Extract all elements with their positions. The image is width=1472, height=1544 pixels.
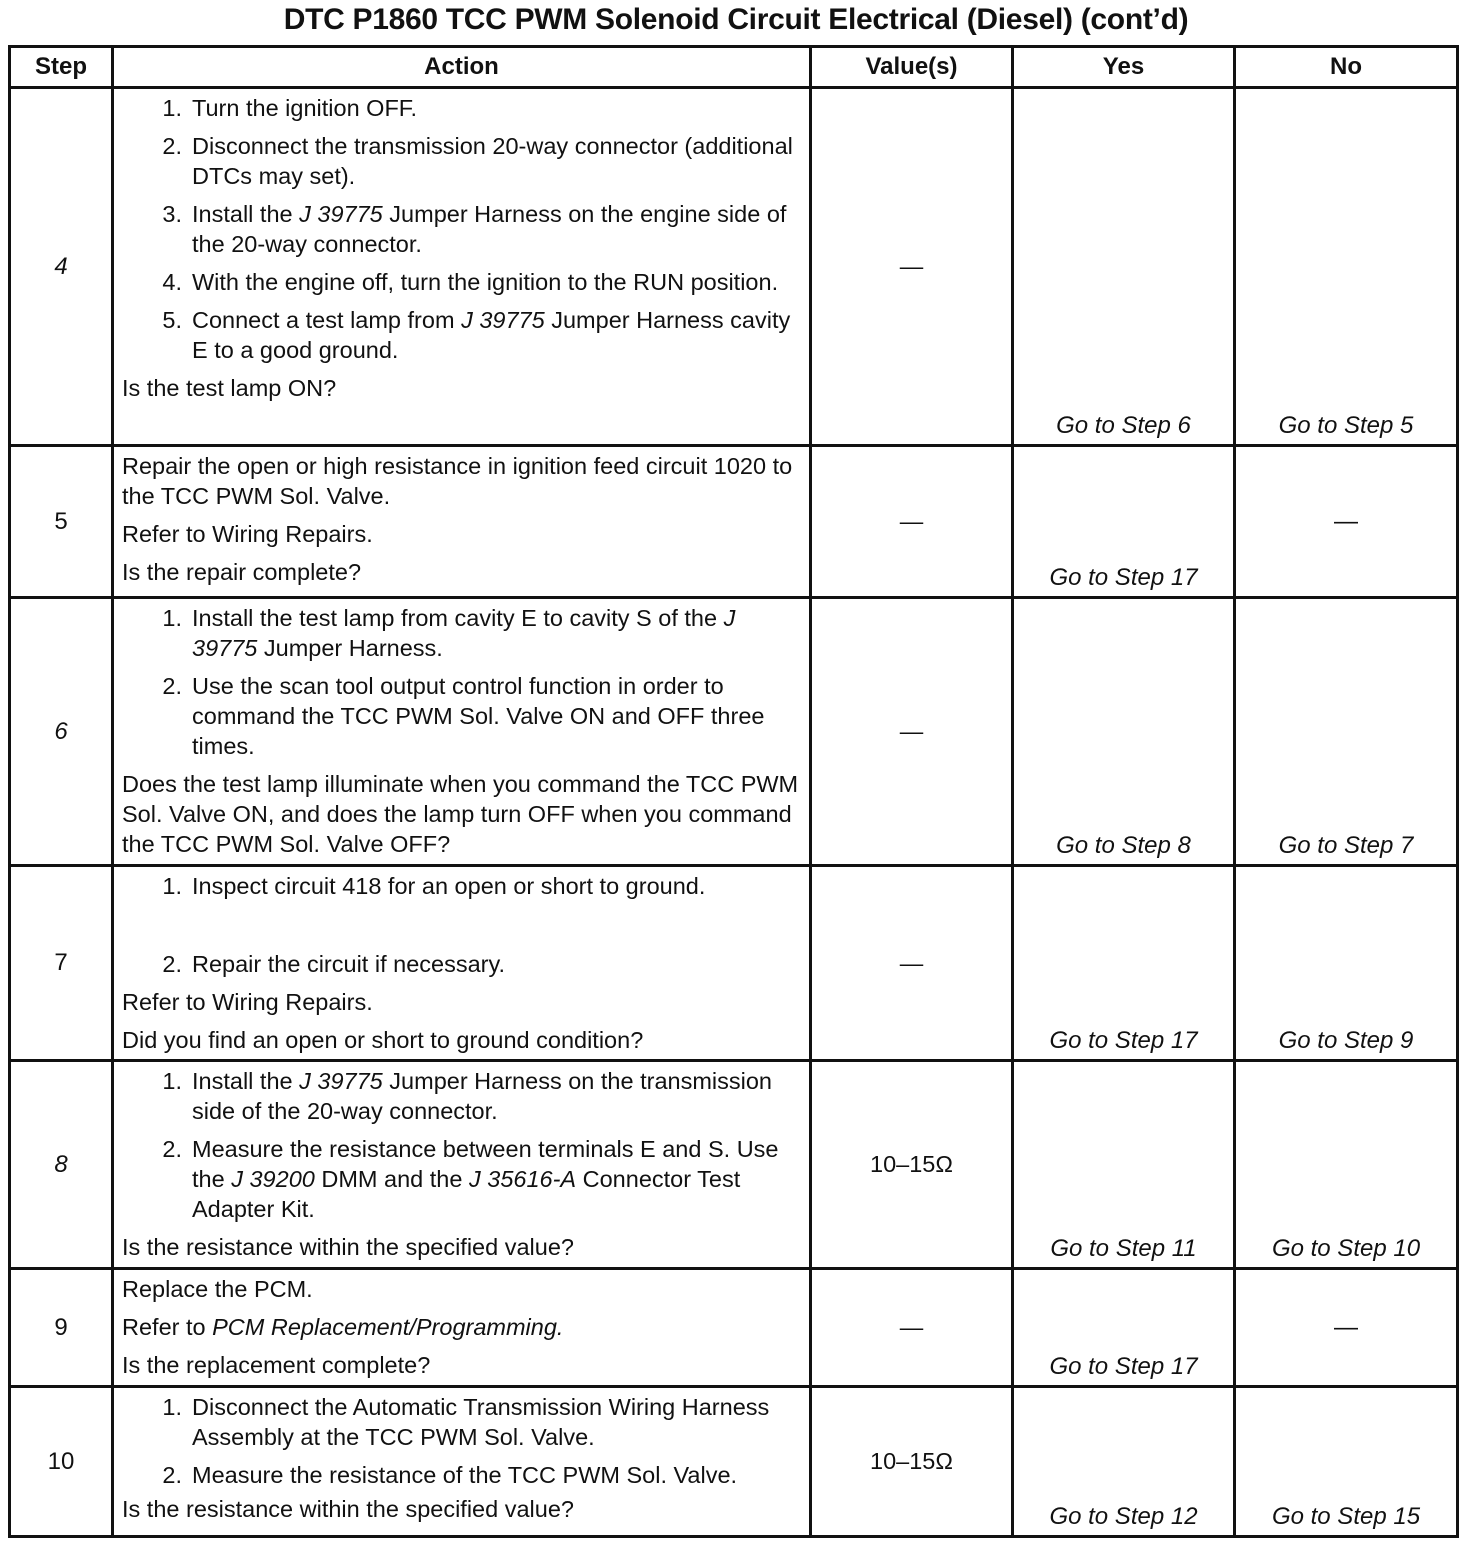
action-item: 1. Turn the ignition OFF. <box>162 95 418 121</box>
action-item: 1. Install the test lamp from cavity E to cavity S of the J 39775 Jumper Harness. <box>162 605 736 661</box>
step-number: 5 <box>10 446 113 598</box>
table-row-step-6 <box>10 598 1458 866</box>
step-number: 6 <box>10 598 113 866</box>
action-item: 2. Measure the resistance between terminals E and S. Use the J 39200 DMM and the J 35616-A Connector Test Adapter Kit. <box>162 1136 779 1222</box>
col-header-yes: Yes <box>1013 47 1235 88</box>
page-title: DTC P1860 TCC PWM Solenoid Circuit Electrical (Diesel) (cont’d) <box>283 3 1189 36</box>
value-cell: 10–15Ω <box>811 1061 1013 1269</box>
no-cell: Go to Step 15 <box>1235 1387 1458 1537</box>
action-item: 2. Repair the circuit if necessary. <box>162 951 506 977</box>
action-item: 5. Connect a test lamp from J 39775 Jumper Harness cavity E to a good ground. <box>162 307 791 363</box>
table-row-step-9 <box>10 1269 1458 1387</box>
table-row-step-4 <box>10 88 1458 446</box>
question-text: Is the replacement complete? <box>122 1352 431 1378</box>
value-cell: — <box>811 598 1013 866</box>
step-number: 7 <box>10 866 113 1061</box>
table-row-step-8 <box>10 1061 1458 1269</box>
question-text: Is the repair complete? <box>122 559 362 585</box>
action-item: 3. Install the J 39775 Jumper Harness on the engine side of the 20-way connector. <box>162 201 787 257</box>
action-item: 1. Inspect circuit 418 for an open or short to ground. <box>162 873 706 899</box>
value-cell: — <box>811 446 1013 598</box>
table-row-step-5 <box>10 446 1458 598</box>
action-item: 1. Install the J 39775 Jumper Harness on the transmission side of the 20-way connector. <box>162 1068 772 1124</box>
tool-number: J 39775 <box>299 201 383 227</box>
question-text: Does the test lamp illuminate when you command the TCC PWM Sol. Valve ON, and does the lamp turn OFF when you command the TCC PWM Sol. Valve OFF? <box>122 771 799 857</box>
step-number: 10 <box>10 1387 113 1537</box>
question-text: Is the resistance within the specified value? <box>122 1496 574 1522</box>
tool-number: J 35616-A <box>468 1166 577 1192</box>
step-number: 8 <box>10 1061 113 1269</box>
no-cell: Go to Step 7 <box>1235 598 1458 866</box>
action-cell: 1. Inspect circuit 418 for an open or short to ground. 2. Repair the circuit if necessary. Refer to Wiring Repairs. Did you find an open or short to ground condition? <box>113 866 811 1061</box>
table-row-step-7 <box>10 866 1458 1061</box>
yes-cell: Go to Step 8 <box>1013 598 1235 866</box>
action-cell <box>113 598 811 866</box>
step-number: 4 <box>10 88 113 446</box>
action-item: 2. Disconnect the transmission 20-way connector (additional DTCs may set). <box>162 133 793 189</box>
action-item: 2. Measure the resistance of the TCC PWM Sol. Valve. <box>162 1462 738 1488</box>
header-row <box>10 47 1458 88</box>
col-header-no: No <box>1235 47 1458 88</box>
action-cell <box>113 1387 811 1537</box>
col-header-action: Action <box>113 47 811 88</box>
tool-number: J 39200 <box>231 1166 315 1192</box>
value-cell: — <box>811 1269 1013 1387</box>
no-cell: — <box>1235 1269 1458 1387</box>
question-text: Is the resistance within the specified value? <box>122 1234 574 1260</box>
yes-cell: Go to Step 12 <box>1013 1387 1235 1537</box>
tool-number: J 39775 <box>299 1068 383 1094</box>
action-cell: Repair the open or high resistance in ignition feed circuit 1020 to the TCC PWM Sol. Valve. Refer to Wiring Repairs. Is the repair complete? <box>113 446 811 598</box>
action-item: 2. Use the scan tool output control function in order to command the TCC PWM Sol. Valve ON and OFF three times. <box>162 673 765 759</box>
yes-cell: Go to Step 17 <box>1013 446 1235 598</box>
no-cell: — <box>1235 446 1458 598</box>
step-number: 9 <box>10 1269 113 1387</box>
action-cell <box>113 88 811 446</box>
tool-number: J 39775 <box>461 307 545 333</box>
yes-cell: Go to Step 17 <box>1013 866 1235 1061</box>
reference-link-text: PCM Replacement/Programming. <box>212 1314 564 1340</box>
action-item: 4. With the engine off, turn the ignition to the RUN position. <box>162 269 779 295</box>
value-cell: — <box>811 88 1013 446</box>
no-cell: Go to Step 10 <box>1235 1061 1458 1269</box>
yes-cell: Go to Step 17 <box>1013 1269 1235 1387</box>
action-item: 1. Disconnect the Automatic Transmission Wiring Harness Assembly at the TCC PWM Sol. Valve. <box>162 1394 770 1450</box>
tool-number: J 39775 <box>192 605 736 661</box>
yes-cell: Go to Step 6 <box>1013 88 1235 446</box>
col-header-values: Value(s) <box>811 47 1013 88</box>
diagnostic-table <box>8 45 1459 1538</box>
col-header-step: Step <box>10 47 113 88</box>
no-cell: Go to Step 5 <box>1235 88 1458 446</box>
no-cell: Go to Step 9 <box>1235 866 1458 1061</box>
yes-cell: Go to Step 11 <box>1013 1061 1235 1269</box>
table-row-step-10 <box>10 1387 1458 1537</box>
question-text: Is the test lamp ON? <box>122 375 337 401</box>
action-cell <box>113 1061 811 1269</box>
question-text: Did you find an open or short to ground condition? <box>122 1027 644 1053</box>
value-cell: 10–15Ω <box>811 1387 1013 1537</box>
value-cell: — <box>811 866 1013 1061</box>
action-cell: Replace the PCM. Refer to PCM Replacement/Programming. Is the replacement complete? <box>113 1269 811 1387</box>
